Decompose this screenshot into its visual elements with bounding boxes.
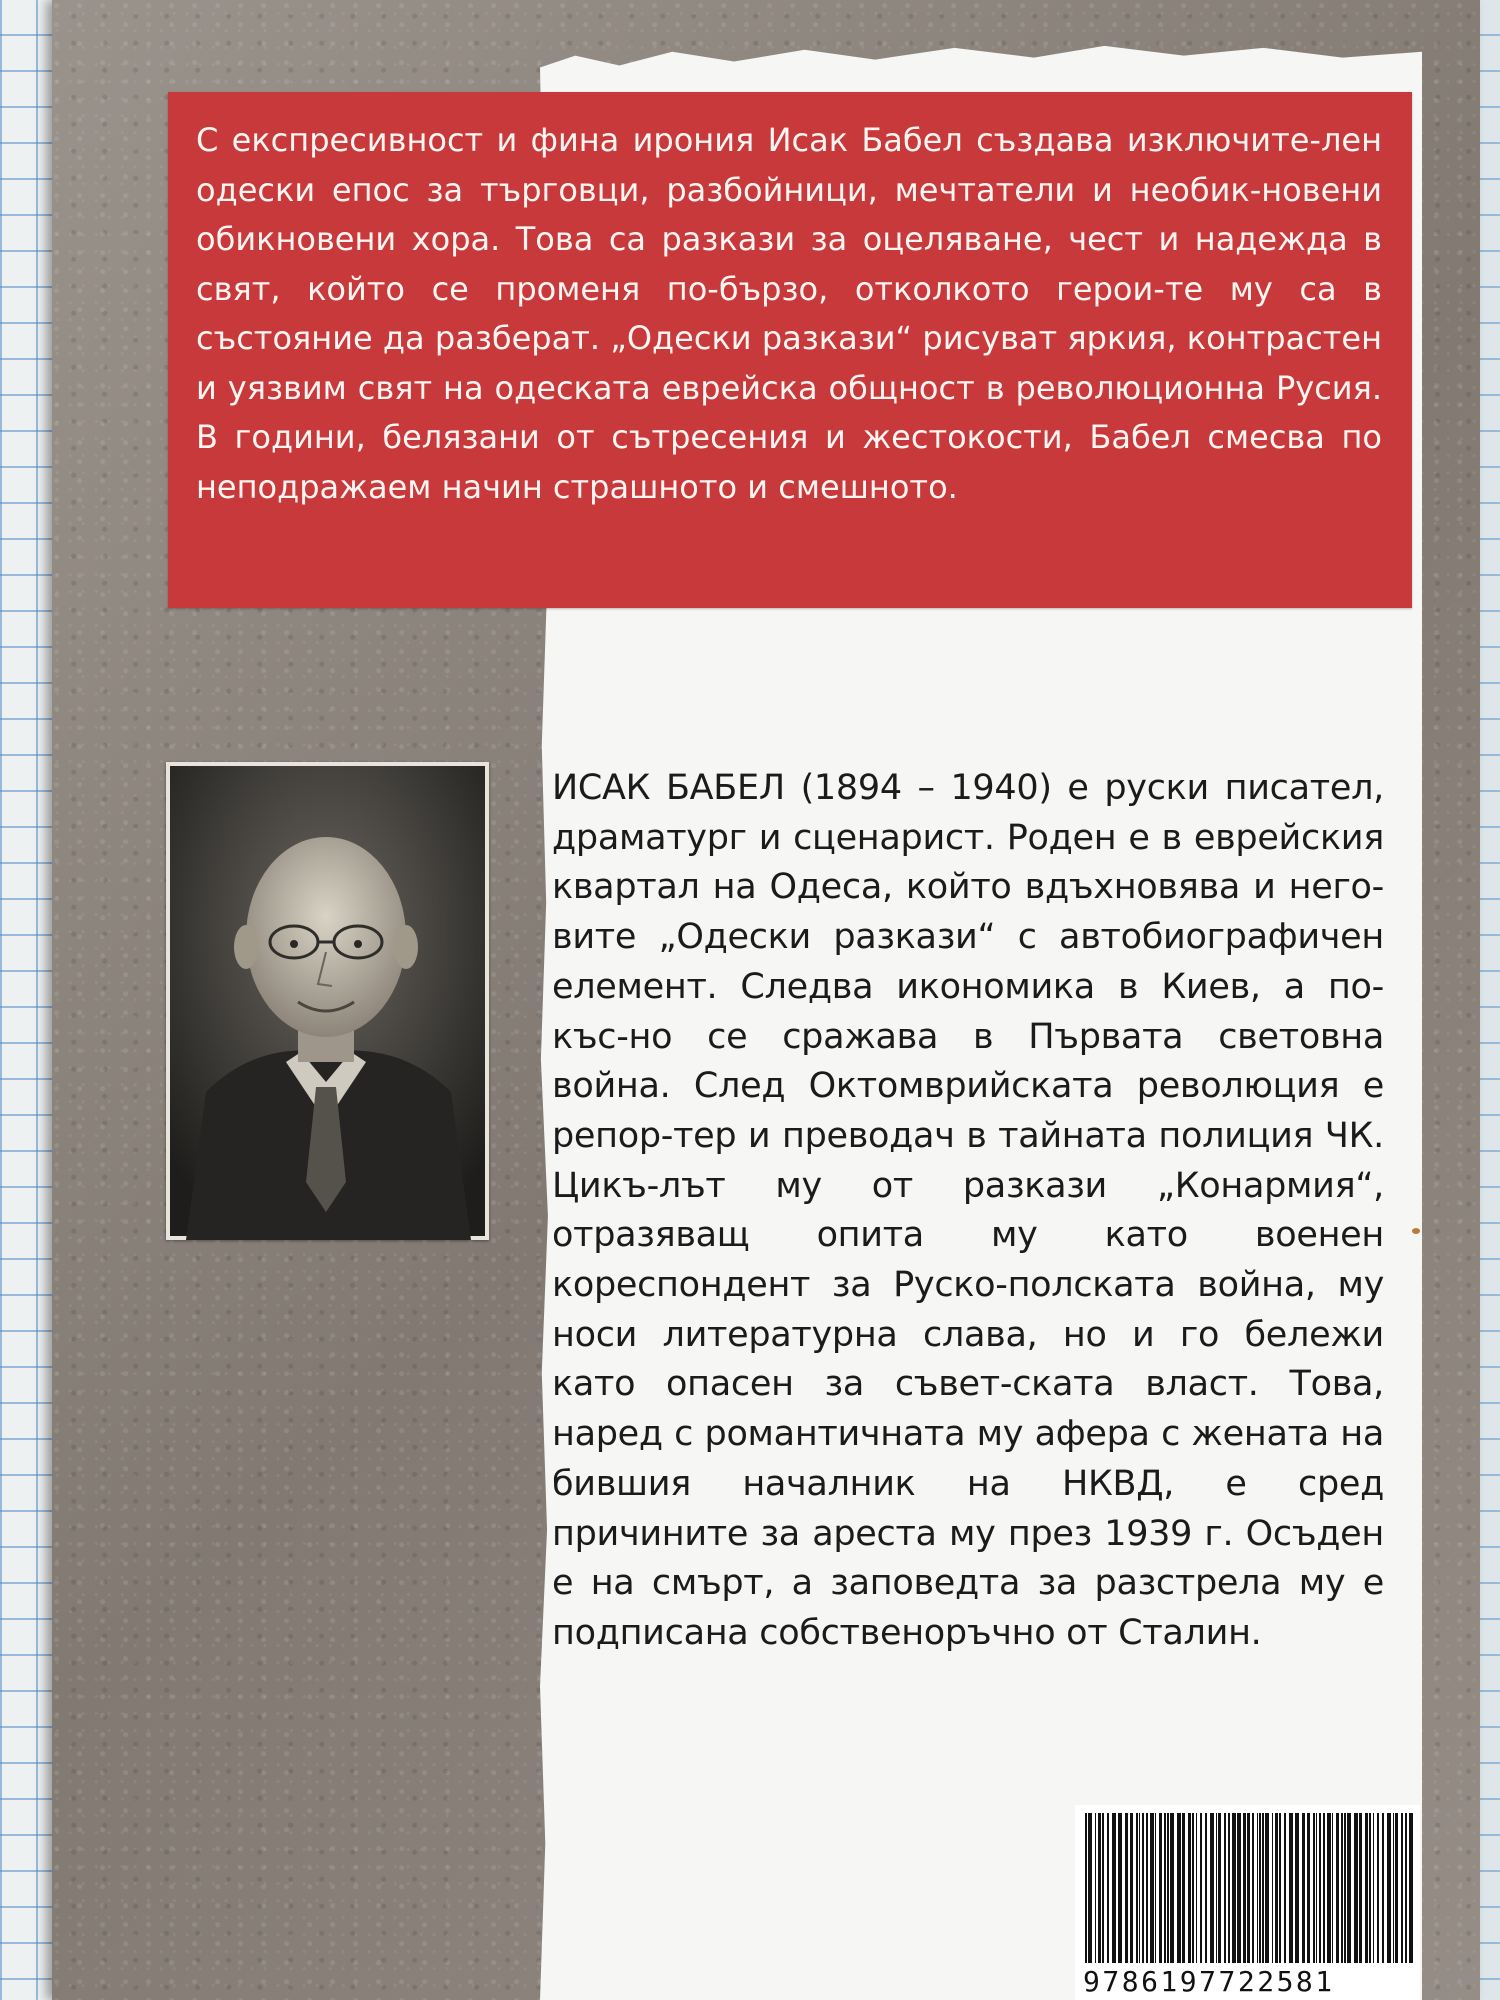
barcode-bars	[1075, 1805, 1420, 1965]
grid-paper-background-right	[1478, 0, 1500, 2000]
author-biography: ИСАК БАБЕЛ (1894 – 1940) е руски писател, драматург и сценарист. Роден е в еврейския квартал на Одеса, който вдъхновява и него-вите „Одески разкази“ с автобиографичен елемент. Следва икономика в Киев, а по-къс-но се сражава в Първата световна война. След Октомврийската революция е репор-тер и преводач в тайната полиция ЧК. Цикъ-лът му от разкази „Конармия“, отразяващ опита му като военен кореспондент за Руско-полската война, му носи литературна слава, но и го бележи като опасен за съвет-ската власт. Това, наред с романтичната му афера с жената на бившия началник на НКВД, е сред причините за ареста му през 1939 г. Осъден е на смърт, а заповедта за разстрела му е подписана собственоръчно от Сталин.	[552, 768, 1384, 1653]
barcode	[1075, 1805, 1420, 2000]
blurb-box	[168, 92, 1412, 608]
paper-speck	[1412, 1228, 1420, 1234]
author-portrait-photo	[166, 762, 489, 1240]
blurb-text: С експресивност и фина ирония Исак Бабел създава изключите-лен одески епос за търговци, разбойници, мечтатели и необик-новени обикновени хора. Това са разкази за оцеляване, чест и надежда в свят, който се променя по-бързо, отколкото герои-те му са в състояние да разберат. „Одески разкази“ рисуват яркия, контрастен и уязвим свят на одеската еврейска общност в революционна Русия. В години, белязани от сътресения и жестокости, Бабел смесва по неподражаем начин страшното и смешното.	[196, 121, 1382, 506]
isbn-number: 9786197722581	[1083, 1965, 1335, 1998]
portrait-image	[166, 762, 489, 1240]
